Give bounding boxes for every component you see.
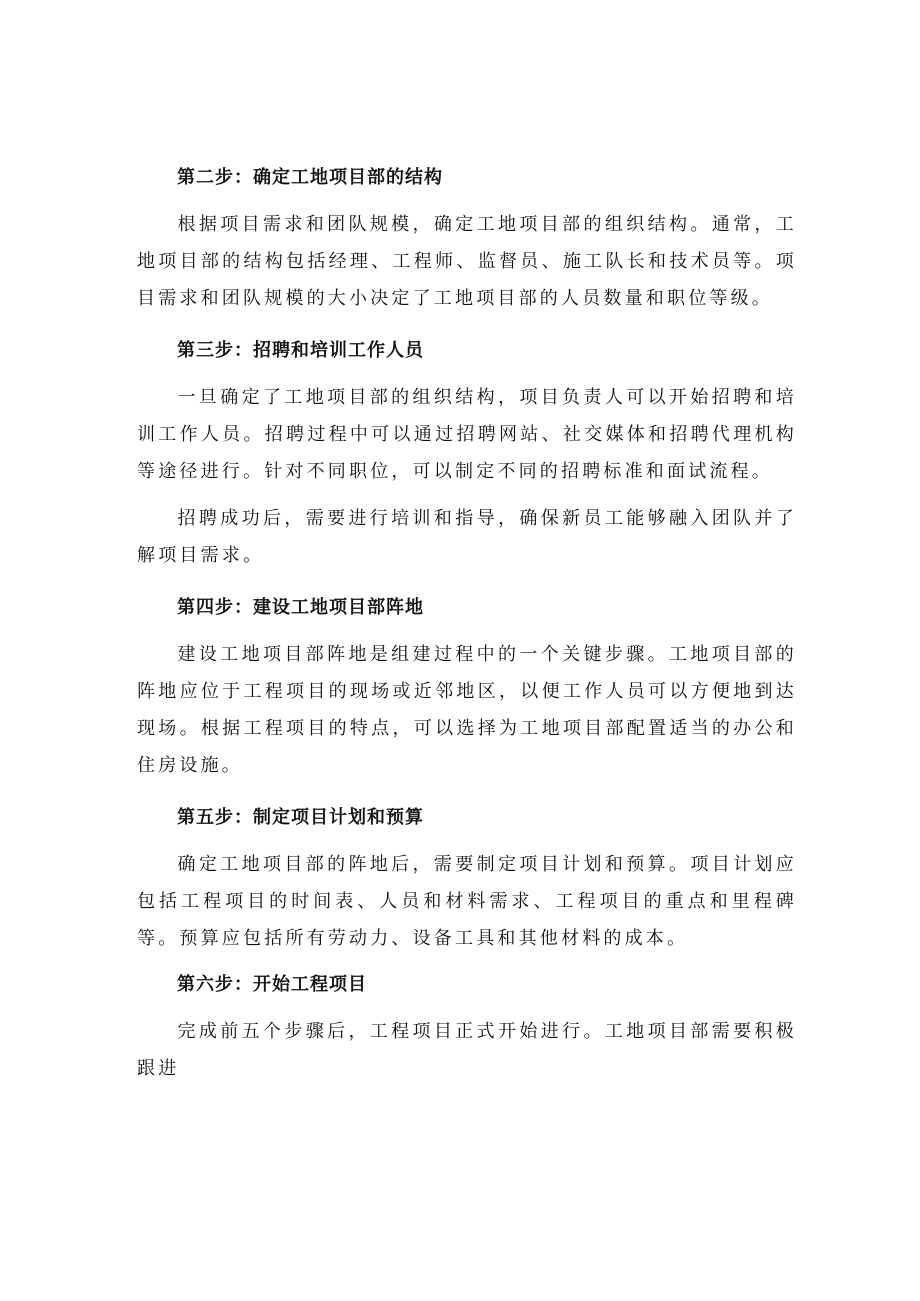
- section-heading-step-5: 第五步：制定项目计划和预算: [177, 807, 424, 828]
- section-heading-step-3: 第三步：招聘和培训工作人员: [177, 340, 424, 361]
- section-heading-step-6: 第六步：开始工程项目: [177, 974, 367, 995]
- document-body: [137, 160, 797, 1087]
- paragraph: 一旦确定了工地项目部的组织结构，项目负责人可以开始招聘和培训工作人员。招聘过程中可以通过招聘网站、社交媒体和招聘代理机构等途径进行。针对不同职位，可以制定不同的招聘标准和面试流程。: [137, 387, 797, 482]
- paragraph: 确定工地项目部的阵地后，需要制定项目计划和预算。项目计划应包括工程项目的时间表、人员和材料需求、工程项目的重点和里程碑等。预算应包括所有劳动力、设备工具和其他材料的成本。: [137, 854, 797, 949]
- section-heading-step-2: 第二步：确定工地项目部的结构: [177, 167, 443, 188]
- paragraph: 建设工地项目部阵地是组建过程中的一个关键步骤。工地项目部的阵地应位于工程项目的现场或近邻地区，以便工作人员可以方便地到达现场。根据工程项目的特点，可以选择为工地项目部配置适当的办公和住房设施。: [137, 644, 797, 776]
- paragraph: 招聘成功后，需要进行培训和指导，确保新员工能够融入团队并了解项目需求。: [137, 508, 797, 566]
- paragraph: 完成前五个步骤后，工程项目正式开始进行。工地项目部需要积极跟进: [137, 1021, 797, 1079]
- section-heading-step-4: 第四步：建设工地项目部阵地: [177, 597, 424, 618]
- paragraph: 根据项目需求和团队规模，确定工地项目部的组织结构。通常，工地项目部的结构包括经理、工程师、监督员、施工队长和技术员等。项目需求和团队规模的大小决定了工地项目部的人员数量和职位等级。: [137, 214, 797, 309]
